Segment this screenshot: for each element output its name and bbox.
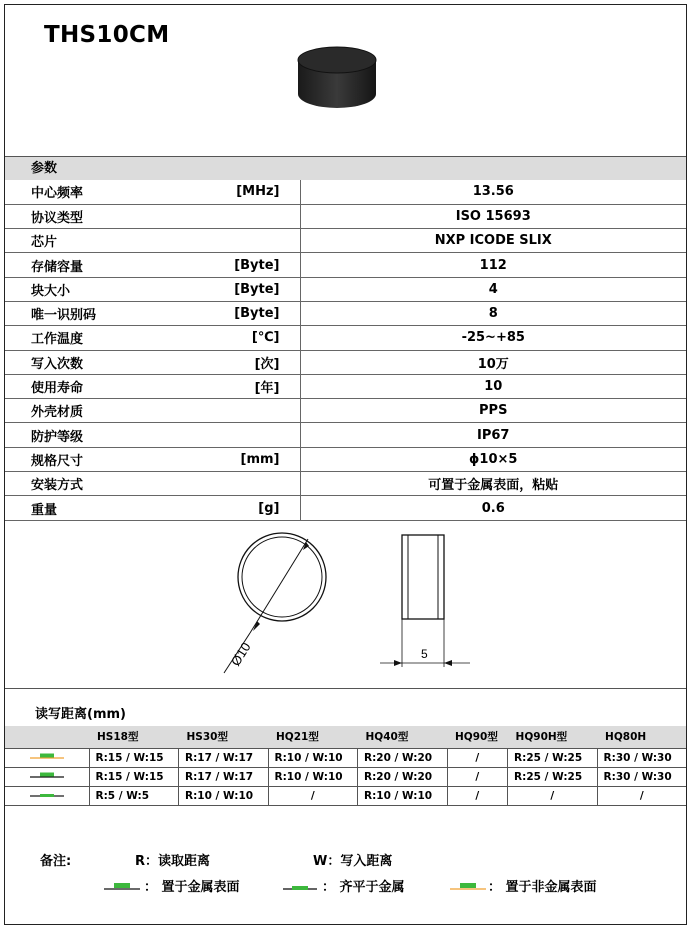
distance-cell: R:15 / W:15 [89, 748, 179, 767]
param-name: 工作温度 [5, 326, 175, 350]
param-name: 外壳材质 [5, 399, 175, 423]
notes-label: 备注: [40, 854, 72, 869]
column-header: HS30型 [179, 726, 269, 748]
param-row [5, 423, 686, 447]
distance-cell: / [268, 786, 358, 805]
diameter-label: Ø10 [227, 639, 254, 669]
param-row [5, 472, 686, 496]
param-value: 4 [300, 277, 686, 301]
distance-cell: / [447, 748, 508, 767]
param-row [5, 399, 686, 423]
param-value: 10万 [300, 350, 686, 374]
param-name: 防护等级 [5, 423, 175, 447]
param-name: 使用寿命 [5, 374, 175, 398]
product-image [296, 44, 378, 112]
param-name: 唯一识别码 [5, 301, 175, 325]
param-unit [175, 229, 300, 253]
param-value: PPS [300, 399, 686, 423]
mount-type-cell [5, 786, 89, 805]
param-unit: [MHz] [175, 180, 300, 204]
param-value: ISO 15693 [300, 204, 686, 228]
height-label: 5 [421, 647, 428, 661]
param-name: 规格尺寸 [5, 447, 175, 471]
param-row [5, 447, 686, 471]
legend-on-metal-icon [104, 878, 140, 892]
param-unit [175, 423, 300, 447]
distance-cell: R:15 / W:15 [89, 767, 179, 786]
param-value: -25~+85 [300, 326, 686, 350]
param-row [5, 350, 686, 374]
on-metal-mount-icon [30, 770, 64, 780]
distance-cell: R:17 / W:17 [179, 748, 269, 767]
param-name: 协议类型 [5, 204, 175, 228]
legend-non-metal: ： 置于非金属表面 [488, 880, 597, 895]
param-name: 重量 [5, 496, 175, 520]
param-value: 112 [300, 253, 686, 277]
distance-cell: / [508, 786, 598, 805]
column-header: HS18型 [89, 726, 179, 748]
legend-on-metal: ： 置于金属表面 [144, 880, 240, 895]
param-row [5, 374, 686, 398]
param-row [5, 326, 686, 350]
param-value: 10 [300, 374, 686, 398]
param-value: IP67 [300, 423, 686, 447]
legend-flush-icon [283, 878, 317, 892]
param-unit: [Byte] [175, 301, 300, 325]
distance-cell: R:10 / W:10 [268, 767, 358, 786]
column-header: HQ21型 [268, 726, 358, 748]
param-name: 芯片 [5, 229, 175, 253]
column-header: HQ40型 [358, 726, 448, 748]
param-row [5, 204, 686, 228]
w-definition: W：写入距离 [313, 854, 393, 869]
param-value: ϕ10×5 [300, 447, 686, 471]
distance-title: 读写距离(mm) [35, 707, 126, 722]
param-unit: [℃] [175, 326, 300, 350]
param-name: 写入次数 [5, 350, 175, 374]
column-header: HQ80H [597, 726, 686, 748]
param-unit: [次] [175, 350, 300, 374]
distance-cell: R:10 / W:10 [268, 748, 358, 767]
distance-cell: R:20 / W:20 [358, 767, 448, 786]
distance-cell: / [447, 786, 508, 805]
mount-column-header [5, 726, 89, 748]
distance-table [5, 726, 686, 806]
distance-row [5, 748, 686, 767]
param-name: 中心频率 [5, 180, 175, 204]
flush-mount-icon [30, 789, 64, 799]
param-name: 块大小 [5, 277, 175, 301]
param-value: 0.6 [300, 496, 686, 520]
distance-cell: R:10 / W:10 [358, 786, 448, 805]
distance-cell: R:17 / W:17 [179, 767, 269, 786]
param-row [5, 496, 686, 520]
distance-cell: R:25 / W:25 [508, 748, 598, 767]
param-name: 安装方式 [5, 472, 175, 496]
distance-cell: R:20 / W:20 [358, 748, 448, 767]
mount-type-cell [5, 767, 89, 786]
distance-cell: R:30 / W:30 [597, 767, 686, 786]
technical-drawing [220, 525, 490, 680]
param-unit [175, 204, 300, 228]
param-unit: [Byte] [175, 253, 300, 277]
param-unit: [年] [175, 374, 300, 398]
column-header: HQ90H型 [508, 726, 598, 748]
distance-cell: / [447, 767, 508, 786]
param-unit [175, 399, 300, 423]
param-value: NXP ICODE SLIX [300, 229, 686, 253]
param-value: 可置于金属表面，粘贴 [300, 472, 686, 496]
param-row [5, 229, 686, 253]
param-row [5, 277, 686, 301]
param-unit: [mm] [175, 447, 300, 471]
distance-cell: R:10 / W:10 [179, 786, 269, 805]
legend-non-metal-icon [450, 878, 486, 892]
param-row [5, 180, 686, 204]
r-definition: R：读取距离 [135, 854, 211, 869]
divider [5, 688, 686, 689]
params-header: 参数 [5, 157, 686, 180]
distance-cell: R:30 / W:30 [597, 748, 686, 767]
param-row [5, 253, 686, 277]
param-value: 13.56 [300, 180, 686, 204]
distance-cell: R:25 / W:25 [508, 767, 598, 786]
param-row [5, 301, 686, 325]
mount-type-cell [5, 748, 89, 767]
non-metal-mount-icon [30, 751, 64, 761]
legend-flush: ： 齐平于金属 [322, 880, 405, 895]
distance-cell: / [597, 786, 686, 805]
distance-row [5, 786, 686, 805]
distance-cell: R:5 / W:5 [89, 786, 179, 805]
param-unit: [Byte] [175, 277, 300, 301]
column-header: HQ90型 [447, 726, 508, 748]
param-unit [175, 472, 300, 496]
params-table [5, 180, 686, 521]
param-unit: [g] [175, 496, 300, 520]
distance-row [5, 767, 686, 786]
param-value: 8 [300, 301, 686, 325]
param-name: 存储容量 [5, 253, 175, 277]
product-title: THS10CM [44, 22, 170, 48]
